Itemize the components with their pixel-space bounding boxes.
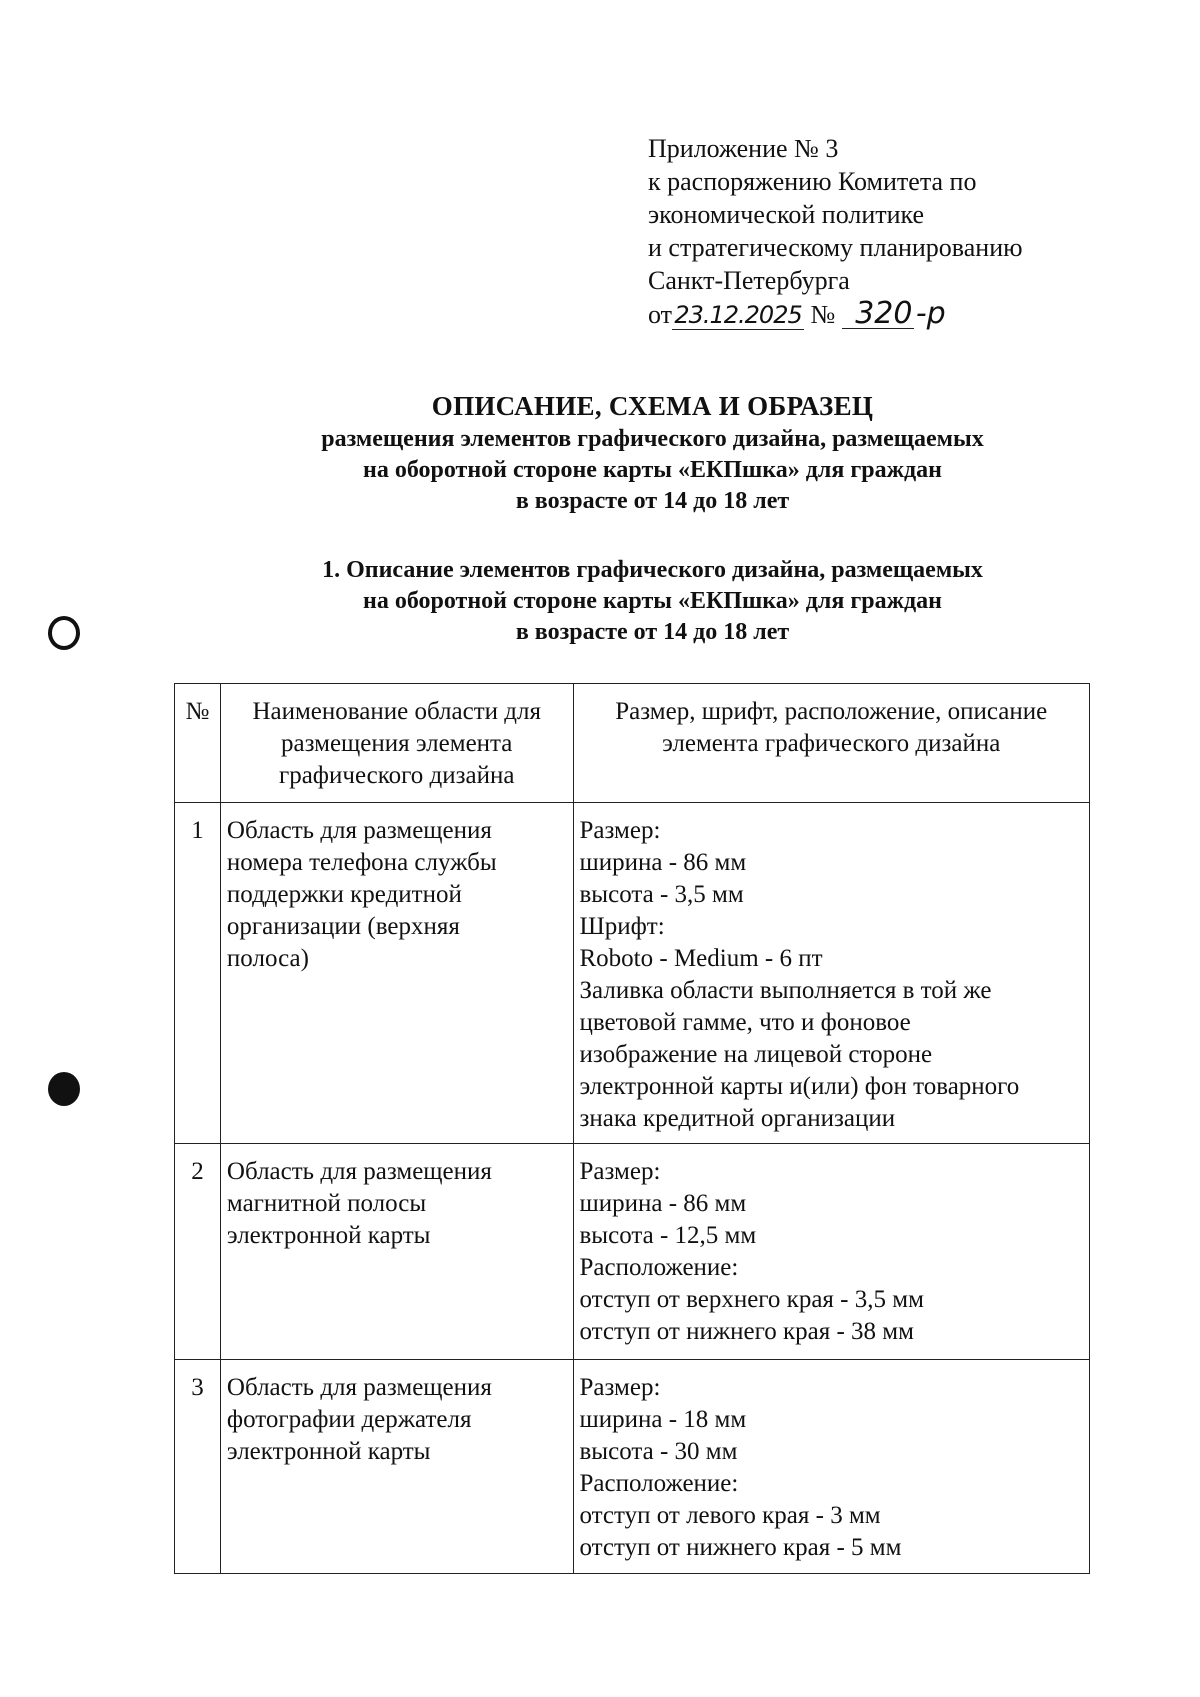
header-area-name: Наименование области для размещения элемента графического дизайна xyxy=(220,684,573,803)
title-main: ОПИСАНИЕ, СХЕМА И ОБРАЗЕЦ xyxy=(431,391,874,421)
handwritten-date: 23.12.2025 xyxy=(672,301,804,330)
section-heading-line: 1. Описание элементов графического дизайна, размещаемых xyxy=(322,557,983,583)
number-label: № xyxy=(810,300,836,329)
design-elements-table xyxy=(174,683,1090,1574)
annex-line: к распоряжению Комитета по xyxy=(648,167,977,196)
title-subtitle: в возрасте от 14 до 18 лет xyxy=(515,488,790,514)
annex-line: экономической политике xyxy=(648,200,925,229)
row-area-name: Область для размещения номера телефона службы поддержки кредитной организации (верхняя полоса) xyxy=(220,803,573,1144)
annex-title: Приложение № 3 xyxy=(648,134,839,163)
handwritten-number: 320 xyxy=(842,300,914,329)
annex-reference xyxy=(648,297,1128,337)
section-heading-line: на оборотной стороне карты «ЕКПшка» для граждан xyxy=(363,588,942,614)
section-heading xyxy=(160,555,1145,648)
title-subtitle: размещения элементов графического дизайна, размещаемых xyxy=(321,426,984,452)
punch-hole-icon xyxy=(48,1072,80,1106)
from-label: от xyxy=(648,300,673,329)
handwritten-number-suffix: -р xyxy=(915,296,946,331)
header-number: № xyxy=(175,684,221,803)
row-number: 1 xyxy=(175,803,221,1144)
annex-block xyxy=(648,132,1128,337)
punch-hole-icon xyxy=(48,616,80,650)
row-number: 2 xyxy=(175,1144,221,1360)
header-description: Размер, шрифт, расположение, описание элемента графического дизайна xyxy=(573,684,1090,803)
row-description: Размер: ширина - 86 мм высота - 3,5 мм Шрифт: Roboto - Medium - 6 пт Заливка области выполняется в той же цветовой гамме, что и фоновое изображение на лицевой стороне электронной карты и(или) фон товарного знака кредитной организации xyxy=(573,803,1090,1144)
document-title xyxy=(160,388,1145,517)
title-subtitle: на оборотной стороне карты «ЕКПшка» для граждан xyxy=(363,457,942,483)
annex-line: Санкт-Петербурга xyxy=(648,266,850,295)
row-number: 3 xyxy=(175,1360,221,1574)
annex-line: и стратегическому планированию xyxy=(648,233,1023,262)
table-row xyxy=(175,803,1090,1144)
row-area-name: Область для размещения магнитной полосы электронной карты xyxy=(220,1144,573,1360)
row-description: Размер: ширина - 18 мм высота - 30 мм Расположение: отступ от левого края - 3 мм отступ от нижнего края - 5 мм xyxy=(573,1360,1090,1574)
table-row xyxy=(175,1360,1090,1574)
table-header-row xyxy=(175,684,1090,803)
section-heading-line: в возрасте от 14 до 18 лет xyxy=(515,619,790,645)
row-area-name: Область для размещения фотографии держателя электронной карты xyxy=(220,1360,573,1574)
row-description: Размер: ширина - 86 мм высота - 12,5 мм Расположение: отступ от верхнего края - 3,5 мм отступ от нижнего края - 38 мм xyxy=(573,1144,1090,1360)
table-row xyxy=(175,1144,1090,1360)
